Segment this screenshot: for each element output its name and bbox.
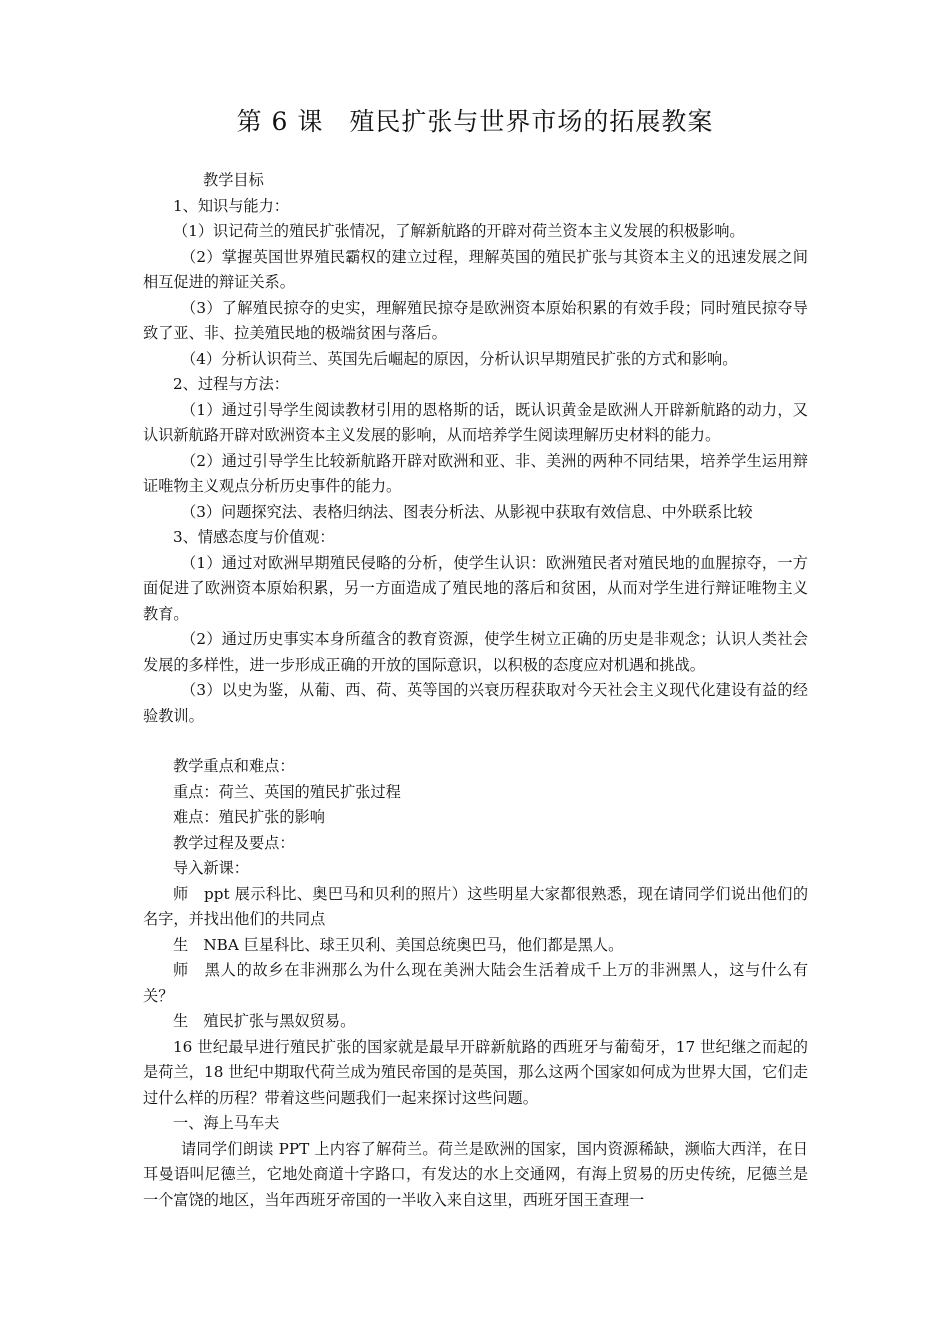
- paragraph: 导入新课：: [173, 859, 249, 877]
- paragraph: 难点：殖民扩张的影响: [173, 808, 325, 826]
- paragraph: 教学过程及要点：: [173, 833, 295, 852]
- paragraph: （1）识记荷兰的殖民扩张情况，了解新航路的开辟对荷兰资本主义发展的积极影响。: [173, 222, 745, 240]
- paragraph: 请同学们朗读 PPT 上内容了解荷兰。荷兰是欧洲的国家，国内资源稀缺，濒临大西洋，在日耳曼语叫尼德兰，它地处商道十字路口，有发达的水上交通网，有海上贸易的历史传统，尼德兰是一个富饶的地区，当年西班牙帝国的一半收入来自这里，西班牙国王查理一: [143, 1139, 808, 1209]
- paragraph: 3、情感态度与价值观：: [173, 528, 335, 546]
- paragraph: （4）分析认识荷兰、英国先后崛起的原因，分析认识早期殖民扩张的方式和影响。: [181, 349, 738, 368]
- paragraph: 重点：荷兰、英国的殖民扩张过程: [173, 782, 401, 801]
- paragraph: （3）问题探究法、表格归纳法、图表分析法、从影视中获取有效信息、中外联系比较: [181, 502, 753, 521]
- paragraph: （2）通过引导学生比较新航路开辟对欧洲和亚、非、美洲的两种不同结果，培养学生运用辩证唯物主义观点分析历史事件的能力。: [143, 451, 808, 495]
- paragraph: 教学目标: [203, 171, 264, 189]
- paragraph: 生 NBA 巨星科比、球王贝利、美国总统奥巴马，他们都是黑人。: [173, 935, 624, 954]
- paragraph-gap: [143, 729, 808, 754]
- paragraph: （3）了解殖民掠夺的史实，理解殖民掠夺是欧洲资本原始积累的有效手段；同时殖民掠夺导致了亚、非、拉美殖民地的极端贫困与落后。: [143, 298, 808, 342]
- paragraph: （2）掌握英国世界殖民霸权的建立过程，理解英国的殖民扩张与其资本主义的迅速发展之间相互促进的辩证关系。: [143, 247, 808, 291]
- paragraph: 师 黑人的故乡在非洲那么为什么现在美洲大陆会生活着成千上万的非洲黑人，这与什么有关？: [143, 961, 808, 1005]
- paragraph: 教学重点和难点：: [173, 757, 295, 775]
- document-body: [143, 168, 808, 1213]
- paragraph: 一、海上马车夫: [173, 1114, 280, 1132]
- paragraph: 2、过程与方法：: [173, 375, 289, 393]
- paragraph: （1）通过引导学生阅读教材引用的恩格斯的话，既认识黄金是欧洲人开辟新航路的动力，又认识新航路开辟对欧洲资本主义发展的影响，从而培养学生阅读理解历史材料的能力。: [143, 400, 808, 444]
- paragraph: （2）通过历史事实本身所蕴含的教育资源，使学生树立正确的历史是非观念；认识人类社会发展的多样性，进一步形成正确的开放的国际意识，以积极的态度应对机遇和挑战。: [143, 630, 808, 674]
- document-title: 第 6 课 殖民扩张与世界市场的拓展教案: [236, 107, 714, 136]
- paragraph: 1、知识与能力：: [173, 196, 289, 215]
- paragraph: （3）以史为鉴，从葡、西、荷、英等国的兴衰历程获取对今天社会主义现代化建设有益的经验教训。: [143, 681, 808, 725]
- paragraph: 16 世纪最早进行殖民扩张的国家就是最早开辟新航路的西班牙与葡萄牙，17 世纪继之而起的是荷兰，18 世纪中期取代荷兰成为殖民帝国的是英国，那么这两个国家如何成为世界大国，它们走过什么样的历程？带着这些问题我们一起来探讨这些问题。: [143, 1037, 808, 1107]
- paragraph: 生 殖民扩张与黑奴贸易。: [173, 1012, 356, 1030]
- paragraph: （1）通过对欧洲早期殖民侵略的分析，使学生认识：欧洲殖民者对殖民地的血腥掠夺，一方面促进了欧洲资本原始积累，另一方面造成了殖民地的落后和贫困，从而对学生进行辩证唯物主义教育。: [143, 553, 808, 623]
- paragraph: 师 ppt 展示科比、奥巴马和贝利的照片）这些明星大家都很熟悉，现在请同学们说出他们的名字，并找出他们的共同点: [143, 884, 808, 928]
